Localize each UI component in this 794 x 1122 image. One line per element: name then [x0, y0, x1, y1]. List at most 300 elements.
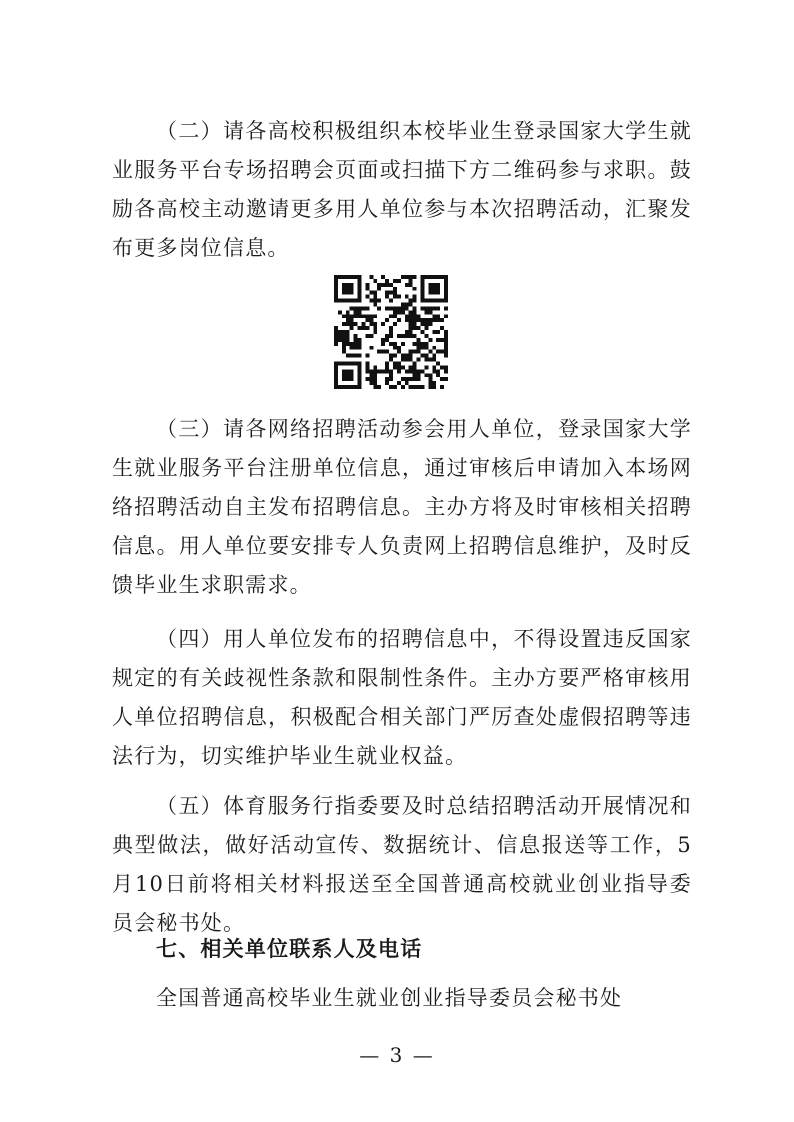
qr-module	[436, 373, 440, 377]
qr-module	[346, 354, 350, 358]
qr-module	[436, 361, 440, 365]
qr-module	[405, 358, 409, 362]
qr-module	[334, 361, 338, 365]
qr-module	[365, 314, 369, 318]
qr-module	[346, 310, 350, 314]
qr-module	[373, 326, 377, 330]
qr-module	[424, 318, 428, 322]
paragraph-4: （四）用人单位发布的招聘信息中，不得设置违反国家规定的有关歧视性条款和限制性条件。主办方要严格审核用人单位招聘信息，积极配合相关部门严厉查处虚假招聘等违法行为，切实维护毕业生就业权益。	[112, 627, 692, 768]
qr-module	[365, 318, 369, 322]
qr-module	[444, 306, 448, 310]
qr-module	[420, 346, 424, 350]
qr-module	[401, 358, 405, 362]
qr-module	[369, 346, 373, 350]
qr-module	[409, 275, 413, 279]
qr-module	[393, 365, 397, 369]
qr-module	[373, 385, 377, 389]
qr-module	[409, 385, 413, 389]
qr-module	[432, 346, 436, 350]
qr-module	[365, 287, 369, 291]
qr-module	[342, 283, 346, 287]
qr-module	[346, 334, 350, 338]
qr-module	[432, 287, 436, 291]
qr-module	[354, 385, 358, 389]
qr-module	[342, 369, 346, 373]
qr-module	[365, 354, 369, 358]
qr-module	[385, 350, 389, 354]
qr-module	[417, 385, 421, 389]
paragraph-2: （二）请各高校积极组织本校毕业生登录国家大学生就业服务平台专场招聘会页面或扫描下方二维码参与求职。鼓励各高校主动邀请更多用人单位参与本次招聘活动，汇聚发布更多岗位信息。	[112, 119, 692, 260]
qr-module	[405, 377, 409, 381]
qr-module	[350, 361, 354, 365]
qr-module	[393, 306, 397, 310]
qr-module	[342, 350, 346, 354]
qr-module	[358, 287, 362, 291]
qr-module	[365, 295, 369, 299]
qr-module	[369, 377, 373, 381]
qr-code-icon[interactable]	[334, 275, 448, 389]
qr-module	[358, 275, 362, 279]
qr-module	[428, 358, 432, 362]
qr-module	[342, 330, 346, 334]
qr-module	[428, 350, 432, 354]
qr-module	[334, 377, 338, 381]
qr-module	[405, 303, 409, 307]
qr-module	[377, 350, 381, 354]
qr-module	[373, 291, 377, 295]
qr-module	[428, 338, 432, 342]
qr-module	[436, 299, 440, 303]
qr-module	[373, 322, 377, 326]
qr-module	[338, 361, 342, 365]
paragraph-5: （五）体育服务行指委要及时总结招聘活动开展情况和典型做法，做好活动宣传、数据统计、信息报送等工作，5月10日前将相关材料报送至全国普通高校就业创业指导委员会秘书处。	[112, 794, 692, 935]
qr-module	[365, 326, 369, 330]
qr-module	[385, 306, 389, 310]
qr-module	[397, 318, 401, 322]
qr-module	[350, 275, 354, 279]
qr-module	[401, 275, 405, 279]
qr-module	[365, 283, 369, 287]
qr-module	[440, 350, 444, 354]
qr-module	[413, 373, 417, 377]
qr-module	[385, 334, 389, 338]
qr-module	[342, 291, 346, 295]
qr-module	[373, 377, 377, 381]
qr-module	[409, 330, 413, 334]
qr-module	[354, 338, 358, 342]
qr-module	[389, 369, 393, 373]
qr-module	[444, 334, 448, 338]
qr-module	[393, 287, 397, 291]
qr-module	[444, 350, 448, 354]
qr-module	[436, 275, 440, 279]
qr-module	[381, 369, 385, 373]
qr-module	[346, 361, 350, 365]
qr-module	[342, 287, 346, 291]
qr-module	[393, 342, 397, 346]
qr-module	[350, 287, 354, 291]
qr-module	[358, 295, 362, 299]
qr-module	[444, 275, 448, 279]
qr-module	[354, 354, 358, 358]
qr-module	[358, 354, 362, 358]
qr-module	[409, 299, 413, 303]
qr-module	[373, 365, 377, 369]
qr-module	[397, 306, 401, 310]
qr-module	[420, 369, 424, 373]
qr-module	[413, 377, 417, 381]
qr-module	[420, 318, 424, 322]
qr-module	[420, 385, 424, 389]
qr-module	[373, 330, 377, 334]
qr-module	[346, 330, 350, 334]
contact-organization: 全国普通高校毕业生就业创业指导委员会秘书处	[156, 986, 623, 1010]
qr-module	[358, 381, 362, 385]
qr-module	[432, 354, 436, 358]
qr-module	[440, 318, 444, 322]
qr-module	[432, 381, 436, 385]
qr-module	[334, 381, 338, 385]
qr-module	[377, 299, 381, 303]
qr-module	[413, 361, 417, 365]
qr-module	[354, 322, 358, 326]
qr-module	[397, 295, 401, 299]
qr-module	[369, 275, 373, 279]
qr-module	[417, 338, 421, 342]
qr-module	[334, 275, 338, 279]
qr-module	[381, 275, 385, 279]
qr-module	[358, 314, 362, 318]
qr-module	[405, 381, 409, 385]
qr-module	[444, 314, 448, 318]
qr-module	[401, 385, 405, 389]
qr-module	[342, 377, 346, 381]
qr-module	[358, 373, 362, 377]
qr-module	[413, 299, 417, 303]
qr-module	[432, 275, 436, 279]
qr-module	[436, 338, 440, 342]
qr-module	[389, 354, 393, 358]
qr-module	[354, 314, 358, 318]
qr-module	[409, 318, 413, 322]
qr-module	[369, 334, 373, 338]
paragraph-3: （三）请各网络招聘活动参会用人单位，登录国家大学生就业服务平台注册单位信息，通过审核后申请加入本场网络招聘活动自主发布招聘信息。主办方将及时审核相关招聘信息。用人单位要安排专人负责网上招聘信息维护，及时反馈毕业生求职需求。	[112, 417, 692, 597]
qr-module	[393, 310, 397, 314]
qr-module	[389, 342, 393, 346]
qr-module	[385, 381, 389, 385]
qr-module	[385, 361, 389, 365]
qr-module	[334, 279, 338, 283]
qr-module	[350, 314, 354, 318]
qr-module	[428, 385, 432, 389]
qr-module	[365, 365, 369, 369]
qr-module	[369, 369, 373, 373]
qr-module	[346, 373, 350, 377]
qr-module	[342, 346, 346, 350]
qr-module	[354, 299, 358, 303]
qr-module	[354, 306, 358, 310]
qr-module	[358, 326, 362, 330]
qr-module	[342, 373, 346, 377]
qr-module	[393, 385, 397, 389]
qr-module	[409, 310, 413, 314]
qr-module	[397, 369, 401, 373]
qr-module	[346, 314, 350, 318]
qr-module	[444, 283, 448, 287]
qr-module	[381, 283, 385, 287]
qr-module	[365, 334, 369, 338]
qr-module	[377, 306, 381, 310]
qr-module	[409, 365, 413, 369]
qr-module	[405, 354, 409, 358]
qr-module	[350, 291, 354, 295]
qr-module	[350, 346, 354, 350]
qr-module	[432, 283, 436, 287]
qr-module	[424, 365, 428, 369]
qr-module	[350, 322, 354, 326]
qr-module	[354, 310, 358, 314]
qr-module	[432, 369, 436, 373]
qr-module	[354, 334, 358, 338]
qr-module	[444, 369, 448, 373]
qr-module	[444, 365, 448, 369]
qr-module	[338, 385, 342, 389]
qr-module	[424, 306, 428, 310]
qr-module	[334, 330, 338, 334]
qr-module	[432, 299, 436, 303]
qr-module	[409, 303, 413, 307]
qr-module	[409, 358, 413, 362]
qr-module	[334, 287, 338, 291]
qr-module	[405, 275, 409, 279]
qr-module	[338, 299, 342, 303]
qr-module	[385, 369, 389, 373]
qr-module	[401, 377, 405, 381]
qr-module	[373, 279, 377, 283]
qr-module	[362, 314, 366, 318]
qr-module	[413, 314, 417, 318]
qr-module	[424, 358, 428, 362]
qr-module	[420, 354, 424, 358]
qr-module	[346, 275, 350, 279]
qr-module	[428, 287, 432, 291]
qr-module	[440, 275, 444, 279]
page-number: — 3 —	[359, 1043, 435, 1067]
qr-module	[417, 350, 421, 354]
qr-module	[373, 303, 377, 307]
qr-module	[432, 365, 436, 369]
qr-module	[358, 365, 362, 369]
qr-module	[365, 369, 369, 373]
qr-module	[428, 291, 432, 295]
qr-module	[381, 350, 385, 354]
qr-module	[413, 334, 417, 338]
qr-module	[373, 373, 377, 377]
section-heading: 七、相关单位联系人及电话	[156, 937, 423, 961]
qr-module	[413, 318, 417, 322]
qr-module	[413, 322, 417, 326]
qr-module	[409, 322, 413, 326]
qr-module	[369, 291, 373, 295]
qr-module	[381, 338, 385, 342]
qr-module	[385, 279, 389, 283]
qr-module	[350, 369, 354, 373]
qr-module	[413, 385, 417, 389]
qr-module	[405, 369, 409, 373]
qr-module	[432, 385, 436, 389]
qr-module	[428, 275, 432, 279]
qr-module	[385, 377, 389, 381]
qr-module	[350, 326, 354, 330]
qr-module	[428, 299, 432, 303]
qr-module	[338, 334, 342, 338]
qr-module	[444, 299, 448, 303]
qr-module	[436, 318, 440, 322]
qr-module	[428, 318, 432, 322]
qr-module	[369, 373, 373, 377]
qr-module	[354, 346, 358, 350]
qr-module	[432, 291, 436, 295]
qr-module	[436, 330, 440, 334]
qr-module	[373, 299, 377, 303]
qr-module	[373, 369, 377, 373]
qr-module	[432, 330, 436, 334]
qr-module	[409, 334, 413, 338]
qr-module	[409, 314, 413, 318]
qr-module	[354, 342, 358, 346]
qr-module	[424, 334, 428, 338]
qr-module	[405, 306, 409, 310]
qr-module	[420, 342, 424, 346]
qr-module	[334, 291, 338, 295]
qr-module	[385, 283, 389, 287]
qr-module	[424, 373, 428, 377]
qr-module	[417, 377, 421, 381]
qr-module	[346, 322, 350, 326]
qr-module	[389, 299, 393, 303]
qr-module	[432, 358, 436, 362]
qr-module	[377, 369, 381, 373]
qr-module	[409, 326, 413, 330]
qr-module	[397, 381, 401, 385]
qr-module	[420, 306, 424, 310]
qr-module	[350, 318, 354, 322]
qr-module	[358, 385, 362, 389]
qr-module	[381, 342, 385, 346]
qr-module	[389, 306, 393, 310]
qr-module	[440, 299, 444, 303]
qr-module	[389, 358, 393, 362]
qr-module	[424, 346, 428, 350]
qr-module	[381, 322, 385, 326]
qr-module	[342, 322, 346, 326]
qr-module	[444, 279, 448, 283]
qr-module	[413, 369, 417, 373]
qr-module	[432, 306, 436, 310]
qr-module	[369, 381, 373, 385]
qr-module	[377, 287, 381, 291]
qr-module	[413, 310, 417, 314]
qr-module	[346, 318, 350, 322]
qr-module	[338, 330, 342, 334]
qr-module	[393, 361, 397, 365]
qr-module	[397, 365, 401, 369]
qr-module	[342, 299, 346, 303]
qr-module	[413, 342, 417, 346]
qr-module	[377, 385, 381, 389]
qr-module	[365, 361, 369, 365]
qr-module	[436, 283, 440, 287]
qr-module	[417, 314, 421, 318]
qr-module	[346, 287, 350, 291]
qr-module	[424, 326, 428, 330]
qr-module	[444, 287, 448, 291]
qr-module	[385, 291, 389, 295]
qr-module	[413, 295, 417, 299]
qr-module	[354, 275, 358, 279]
qr-module	[346, 338, 350, 342]
qr-module	[436, 291, 440, 295]
qr-module	[346, 377, 350, 381]
qr-module	[389, 373, 393, 377]
qr-module	[393, 295, 397, 299]
qr-module	[342, 275, 346, 279]
qr-module	[397, 361, 401, 365]
qr-module	[358, 346, 362, 350]
qr-module	[346, 299, 350, 303]
qr-module	[334, 342, 338, 346]
qr-module	[428, 306, 432, 310]
qr-module	[334, 369, 338, 373]
qr-module	[350, 283, 354, 287]
qr-module	[409, 354, 413, 358]
qr-module	[385, 295, 389, 299]
qr-module	[362, 322, 366, 326]
qr-module	[358, 279, 362, 283]
qr-module	[373, 381, 377, 385]
qr-module	[358, 306, 362, 310]
qr-module	[342, 361, 346, 365]
qr-module	[444, 291, 448, 295]
qr-module	[346, 291, 350, 295]
qr-module	[334, 373, 338, 377]
qr-module	[405, 283, 409, 287]
qr-module	[354, 361, 358, 365]
qr-module	[428, 283, 432, 287]
qr-module	[409, 377, 413, 381]
qr-module	[369, 299, 373, 303]
qr-module	[389, 291, 393, 295]
qr-module	[417, 318, 421, 322]
qr-module	[436, 369, 440, 373]
qr-module	[420, 330, 424, 334]
qr-module	[358, 377, 362, 381]
qr-module	[444, 354, 448, 358]
qr-module	[346, 283, 350, 287]
qr-module	[389, 330, 393, 334]
qr-module	[444, 377, 448, 381]
qr-module	[420, 279, 424, 283]
qr-module	[401, 334, 405, 338]
qr-module	[397, 279, 401, 283]
qr-module	[436, 314, 440, 318]
qr-module	[389, 326, 393, 330]
qr-module	[369, 322, 373, 326]
qr-module	[393, 291, 397, 295]
qr-module	[350, 342, 354, 346]
qr-module	[373, 295, 377, 299]
qr-module	[409, 279, 413, 283]
